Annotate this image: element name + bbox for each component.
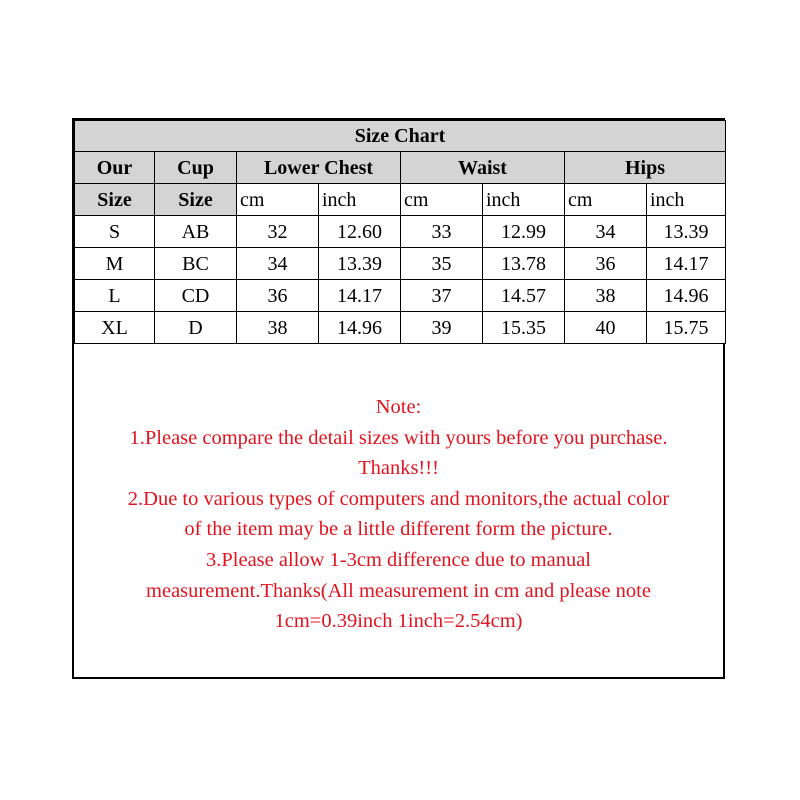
unit-hips-inch: inch — [647, 184, 726, 216]
size-table — [74, 120, 726, 344]
cell-hips-cm: 40 — [565, 312, 647, 344]
cell-cup-size: D — [155, 312, 237, 344]
header-row-1 — [75, 152, 726, 184]
cell-hips-inch: 15.75 — [647, 312, 726, 344]
header-cup: Cup — [155, 152, 237, 184]
note-line: of the item may be a little different form the picture. — [184, 518, 613, 541]
cell-hips-inch: 14.96 — [647, 280, 726, 312]
cell-our-size: L — [75, 280, 155, 312]
cell-our-size: S — [75, 216, 155, 248]
title-row — [75, 121, 726, 152]
note-line: 2.Due to various types of computers and monitors,the actual color — [127, 487, 670, 510]
unit-hips-cm: cm — [565, 184, 647, 216]
cell-hips-inch: 14.17 — [647, 248, 726, 280]
table-title: Size Chart — [75, 121, 726, 152]
note-line: 3.Please allow 1-3cm difference due to manual — [206, 548, 591, 571]
table-row — [75, 248, 726, 280]
cell-chest-inch: 14.96 — [319, 312, 401, 344]
cell-our-size: XL — [75, 312, 155, 344]
table-row — [75, 312, 726, 344]
cell-chest-cm: 34 — [237, 248, 319, 280]
cell-waist-cm: 39 — [401, 312, 483, 344]
cell-waist-cm: 35 — [401, 248, 483, 280]
unit-waist-inch: inch — [483, 184, 565, 216]
table-row — [75, 216, 726, 248]
unit-chest-cm: cm — [237, 184, 319, 216]
header-lower-chest: Lower Chest — [237, 152, 401, 184]
cell-waist-inch: 13.78 — [483, 248, 565, 280]
header-row-2 — [75, 184, 726, 216]
unit-waist-cm: cm — [401, 184, 483, 216]
header-size-1: Size — [75, 184, 155, 216]
cell-chest-inch: 12.60 — [319, 216, 401, 248]
cell-chest-cm: 36 — [237, 280, 319, 312]
cell-hips-cm: 36 — [565, 248, 647, 280]
cell-waist-cm: 37 — [401, 280, 483, 312]
header-size-2: Size — [155, 184, 237, 216]
note-line: Thanks!!! — [358, 457, 439, 480]
note-line: 1cm=0.39inch 1inch=2.54cm) — [274, 610, 523, 633]
cell-waist-inch: 15.35 — [483, 312, 565, 344]
cell-cup-size: AB — [155, 216, 237, 248]
cell-chest-inch: 13.39 — [319, 248, 401, 280]
unit-chest-inch: inch — [319, 184, 401, 216]
cell-cup-size: CD — [155, 280, 237, 312]
cell-waist-cm: 33 — [401, 216, 483, 248]
cell-waist-inch: 12.99 — [483, 216, 565, 248]
cell-hips-inch: 13.39 — [647, 216, 726, 248]
header-our: Our — [75, 152, 155, 184]
cell-chest-inch: 14.17 — [319, 280, 401, 312]
cell-chest-cm: 32 — [237, 216, 319, 248]
size-chart-sheet — [72, 118, 725, 679]
note-heading: Note: — [375, 396, 422, 418]
header-waist: Waist — [401, 152, 565, 184]
cell-hips-cm: 38 — [565, 280, 647, 312]
note-line: measurement.Thanks(All measurement in cm and please note — [146, 579, 651, 602]
notes-block — [74, 392, 723, 637]
cell-our-size: M — [75, 248, 155, 280]
cell-hips-cm: 34 — [565, 216, 647, 248]
table-row — [75, 280, 726, 312]
cell-cup-size: BC — [155, 248, 237, 280]
cell-waist-inch: 14.57 — [483, 280, 565, 312]
cell-chest-cm: 38 — [237, 312, 319, 344]
note-line: 1.Please compare the detail sizes with yours before you purchase. — [129, 426, 668, 449]
header-hips: Hips — [565, 152, 726, 184]
